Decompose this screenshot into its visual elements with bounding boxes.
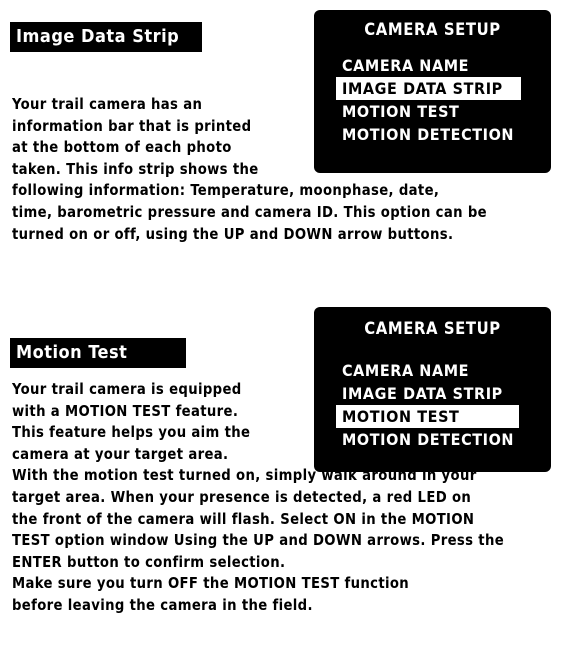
text-line: at the bottom of each photo [12, 139, 232, 157]
screen-title: CAMERA SETUP [364, 20, 501, 39]
menu-item-motion-test-selected: MOTION TEST [336, 405, 519, 428]
text-line: Your trail camera is equipped [12, 381, 242, 398]
menu-item-camera-name: CAMERA NAME [342, 361, 470, 380]
text-line: following information: Temperature, moonphase, date, [12, 182, 440, 200]
text-line: before leaving the camera in the field. [12, 596, 313, 614]
image-data-strip-description [12, 94, 487, 245]
text-line: turned on or off, using the UP and DOWN arrow buttons. [12, 225, 454, 243]
text-line: Your trail camera has an [12, 96, 203, 113]
menu-item-image-data-strip-selected: IMAGE DATA STRIP [336, 77, 521, 100]
text-line: TEST option window Using the UP and DOWN arrows. Press the [12, 532, 505, 550]
text-line: With the motion test turned on, simply walk around in your [12, 467, 477, 485]
text-line: information bar that is printed [12, 117, 252, 135]
menu-item-motion-detection: MOTION DETECTION [342, 125, 515, 144]
menu-item-image-data-strip: IMAGE DATA STRIP [342, 384, 503, 403]
text-line: with a MOTION TEST feature. [12, 402, 239, 420]
text-line: target area. When your presence is detected, a red LED on [12, 488, 472, 506]
text-line: taken. This info strip shows the [12, 160, 259, 178]
menu-item-motion-test: MOTION TEST [342, 102, 460, 121]
text-line: ENTER button to confirm selection. [12, 553, 286, 571]
section-title-motion-test: Motion Test [10, 338, 186, 368]
text-line: This feature helps you aim the [12, 424, 251, 442]
text-line: Make sure you turn OFF the MOTION TEST function [12, 575, 410, 593]
section-title-image-data-strip: Image Data Strip [10, 22, 202, 52]
motion-test-description [12, 379, 504, 617]
screen-title: CAMERA SETUP [364, 319, 501, 338]
text-line: the front of the camera will flash. Select ON in the MOTION [12, 510, 475, 528]
menu-item-camera-name: CAMERA NAME [342, 56, 470, 75]
text-line: camera at your target area. [12, 445, 229, 463]
text-line: time, barometric pressure and camera ID. This option can be [12, 203, 487, 221]
menu-item-motion-detection: MOTION DETECTION [342, 430, 515, 449]
